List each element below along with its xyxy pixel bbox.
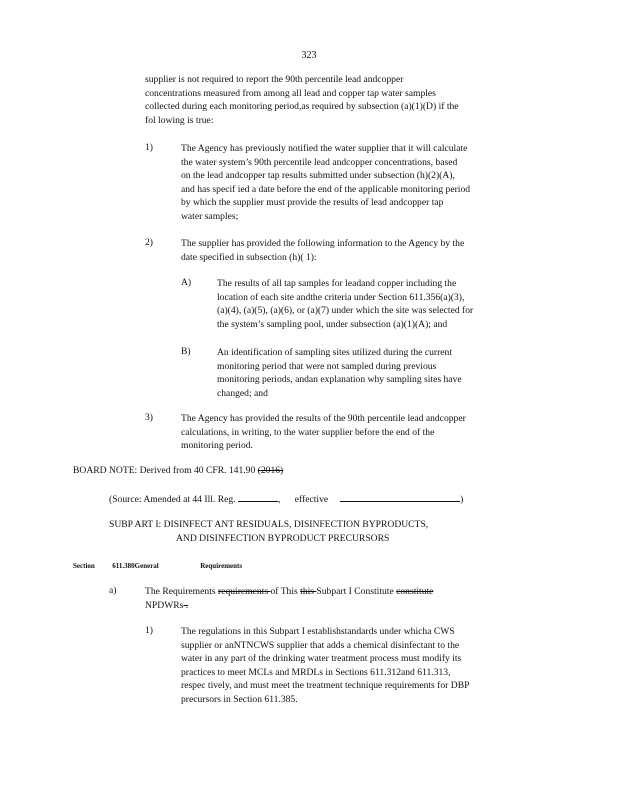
volume-blank <box>238 492 278 502</box>
subsection-a-number: a) <box>109 585 117 596</box>
item-line: The Agency has previously notified the water supplier that it will calculate <box>181 143 468 154</box>
section-heading <box>73 560 242 574</box>
item-3-text <box>181 412 541 453</box>
paragraph-line: precursors in Section 611.385. <box>181 693 298 705</box>
item-line: the water system’s 90th percentile lead andcopper concentrations, based <box>181 156 458 168</box>
subitem-line: (a)(4), (a)(5), (a)(6), or (a)(7) under which the site was selected for <box>217 305 474 317</box>
item-line: monitoring period. <box>181 440 253 452</box>
item-line: water samples; <box>181 210 239 222</box>
item-3-number: 3) <box>145 412 153 423</box>
paragraph-line: supplier or anNTNCWS supplier that adds a chemical disinfectant to the <box>181 639 460 651</box>
intro-paragraph <box>145 73 540 127</box>
intro-line: supplier is not required to report the 90th percentile lead andcopper <box>145 74 404 85</box>
item-1-number: 1) <box>145 142 153 153</box>
board-note <box>73 464 283 478</box>
subpart-heading-line1: SUBP ART I: DISINFECT ANT RESIDUALS, DISINFECTION BYPRODUCTS, <box>109 519 429 530</box>
item-2-number: 2) <box>145 237 153 248</box>
subsection-a-text <box>145 585 433 612</box>
subsection-a-line2: NPDWRs . <box>145 599 189 611</box>
struck-word: requirements <box>218 586 271 597</box>
effective-date-blank <box>340 492 460 502</box>
item-line: on the lead andcopper tap results submitted under subsection (h)(2)(A), <box>181 170 455 182</box>
source-effective: effective <box>294 494 329 505</box>
item-1-text <box>181 142 541 224</box>
subpart-heading-line2: AND DISINFECTION BYPRODUCT PRECURSORS <box>176 532 390 544</box>
paragraph-line: respec tively, and must meet the treatment technique requirements for DBP <box>181 680 470 692</box>
intro-line: concentrations measured from among all lead and copper tap water samples <box>145 87 436 99</box>
subitem-line: location of each site andthe criteria under Section 611.356(a)(3), <box>217 291 465 303</box>
subitem-a-text <box>217 277 542 331</box>
item-line: date specified in subsection (h)( 1): <box>181 251 317 263</box>
subitem-line: monitoring periods, andan explanation why sampling sites have <box>217 374 462 386</box>
paragraph-line: The regulations in this Subpart I establishstandards under whicha CWS <box>181 626 455 637</box>
struck-word: constitute <box>396 586 434 597</box>
section-number-title: 611.380General <box>112 562 159 570</box>
subitem-line: The results of all tap samples for leadand copper including the <box>217 278 457 289</box>
paragraph-line: water in any part of the drinking water treatment process must modify its <box>181 653 462 665</box>
subitem-line: monitoring period that were not sampled during previous <box>217 360 437 372</box>
source-sep: , <box>277 494 281 505</box>
board-note-struck-year: (2016) <box>257 465 284 476</box>
item-line: and has specif ied a date before the end of the applicable monitoring period <box>181 183 471 195</box>
item-2-text <box>181 237 541 264</box>
item-line: The supplier has provided the following information to the Agency by the <box>181 238 465 249</box>
intro-line: collected during each monitoring period,as required by subsection (a)(1)(D) if the <box>145 101 459 113</box>
struck-word: this <box>300 586 317 597</box>
board-note-text: BOARD NOTE: Derived from 40 CFR. 141.90 <box>73 465 258 476</box>
section-label: Section <box>73 562 95 570</box>
item-line: calculations, in writing, to the water supplier before the end of the <box>181 426 435 438</box>
paragraph-a1-text <box>181 625 541 707</box>
source-close: ) <box>460 494 464 505</box>
subpart-heading <box>109 518 428 545</box>
subsection-a-line1: The Requirements requirements of This this Subpart I Constitute constitute <box>145 586 434 597</box>
paragraph-line: practices to meet MCLs and MRDLs in Sections 611.312and 611.313, <box>181 666 451 678</box>
subitem-line: changed; and <box>217 387 268 399</box>
page-number: 323 <box>301 50 317 61</box>
subitem-line: the system’s sampling pool, under subsection (a)(1)(A); and <box>217 318 448 330</box>
subitem-b-text <box>217 346 542 400</box>
subitem-line: An identification of sampling sites utilized during the current <box>217 347 452 358</box>
paragraph-a1-number: 1) <box>145 625 153 636</box>
source-line <box>109 492 463 507</box>
intro-line: fol lowing is true: <box>145 114 214 126</box>
subitem-b-number: B) <box>181 346 191 357</box>
item-line: The Agency has provided the results of the 90th percentile lead andcopper <box>181 413 466 424</box>
subitem-a-number: A) <box>181 277 192 288</box>
struck-period: . <box>183 599 189 611</box>
source-prefix: (Source: Amended at 44 Ill. Reg. <box>109 494 236 505</box>
item-line: by which the supplier must provide the results of lead andcopper tap <box>181 197 444 209</box>
section-title-word: Requirements <box>200 562 243 570</box>
